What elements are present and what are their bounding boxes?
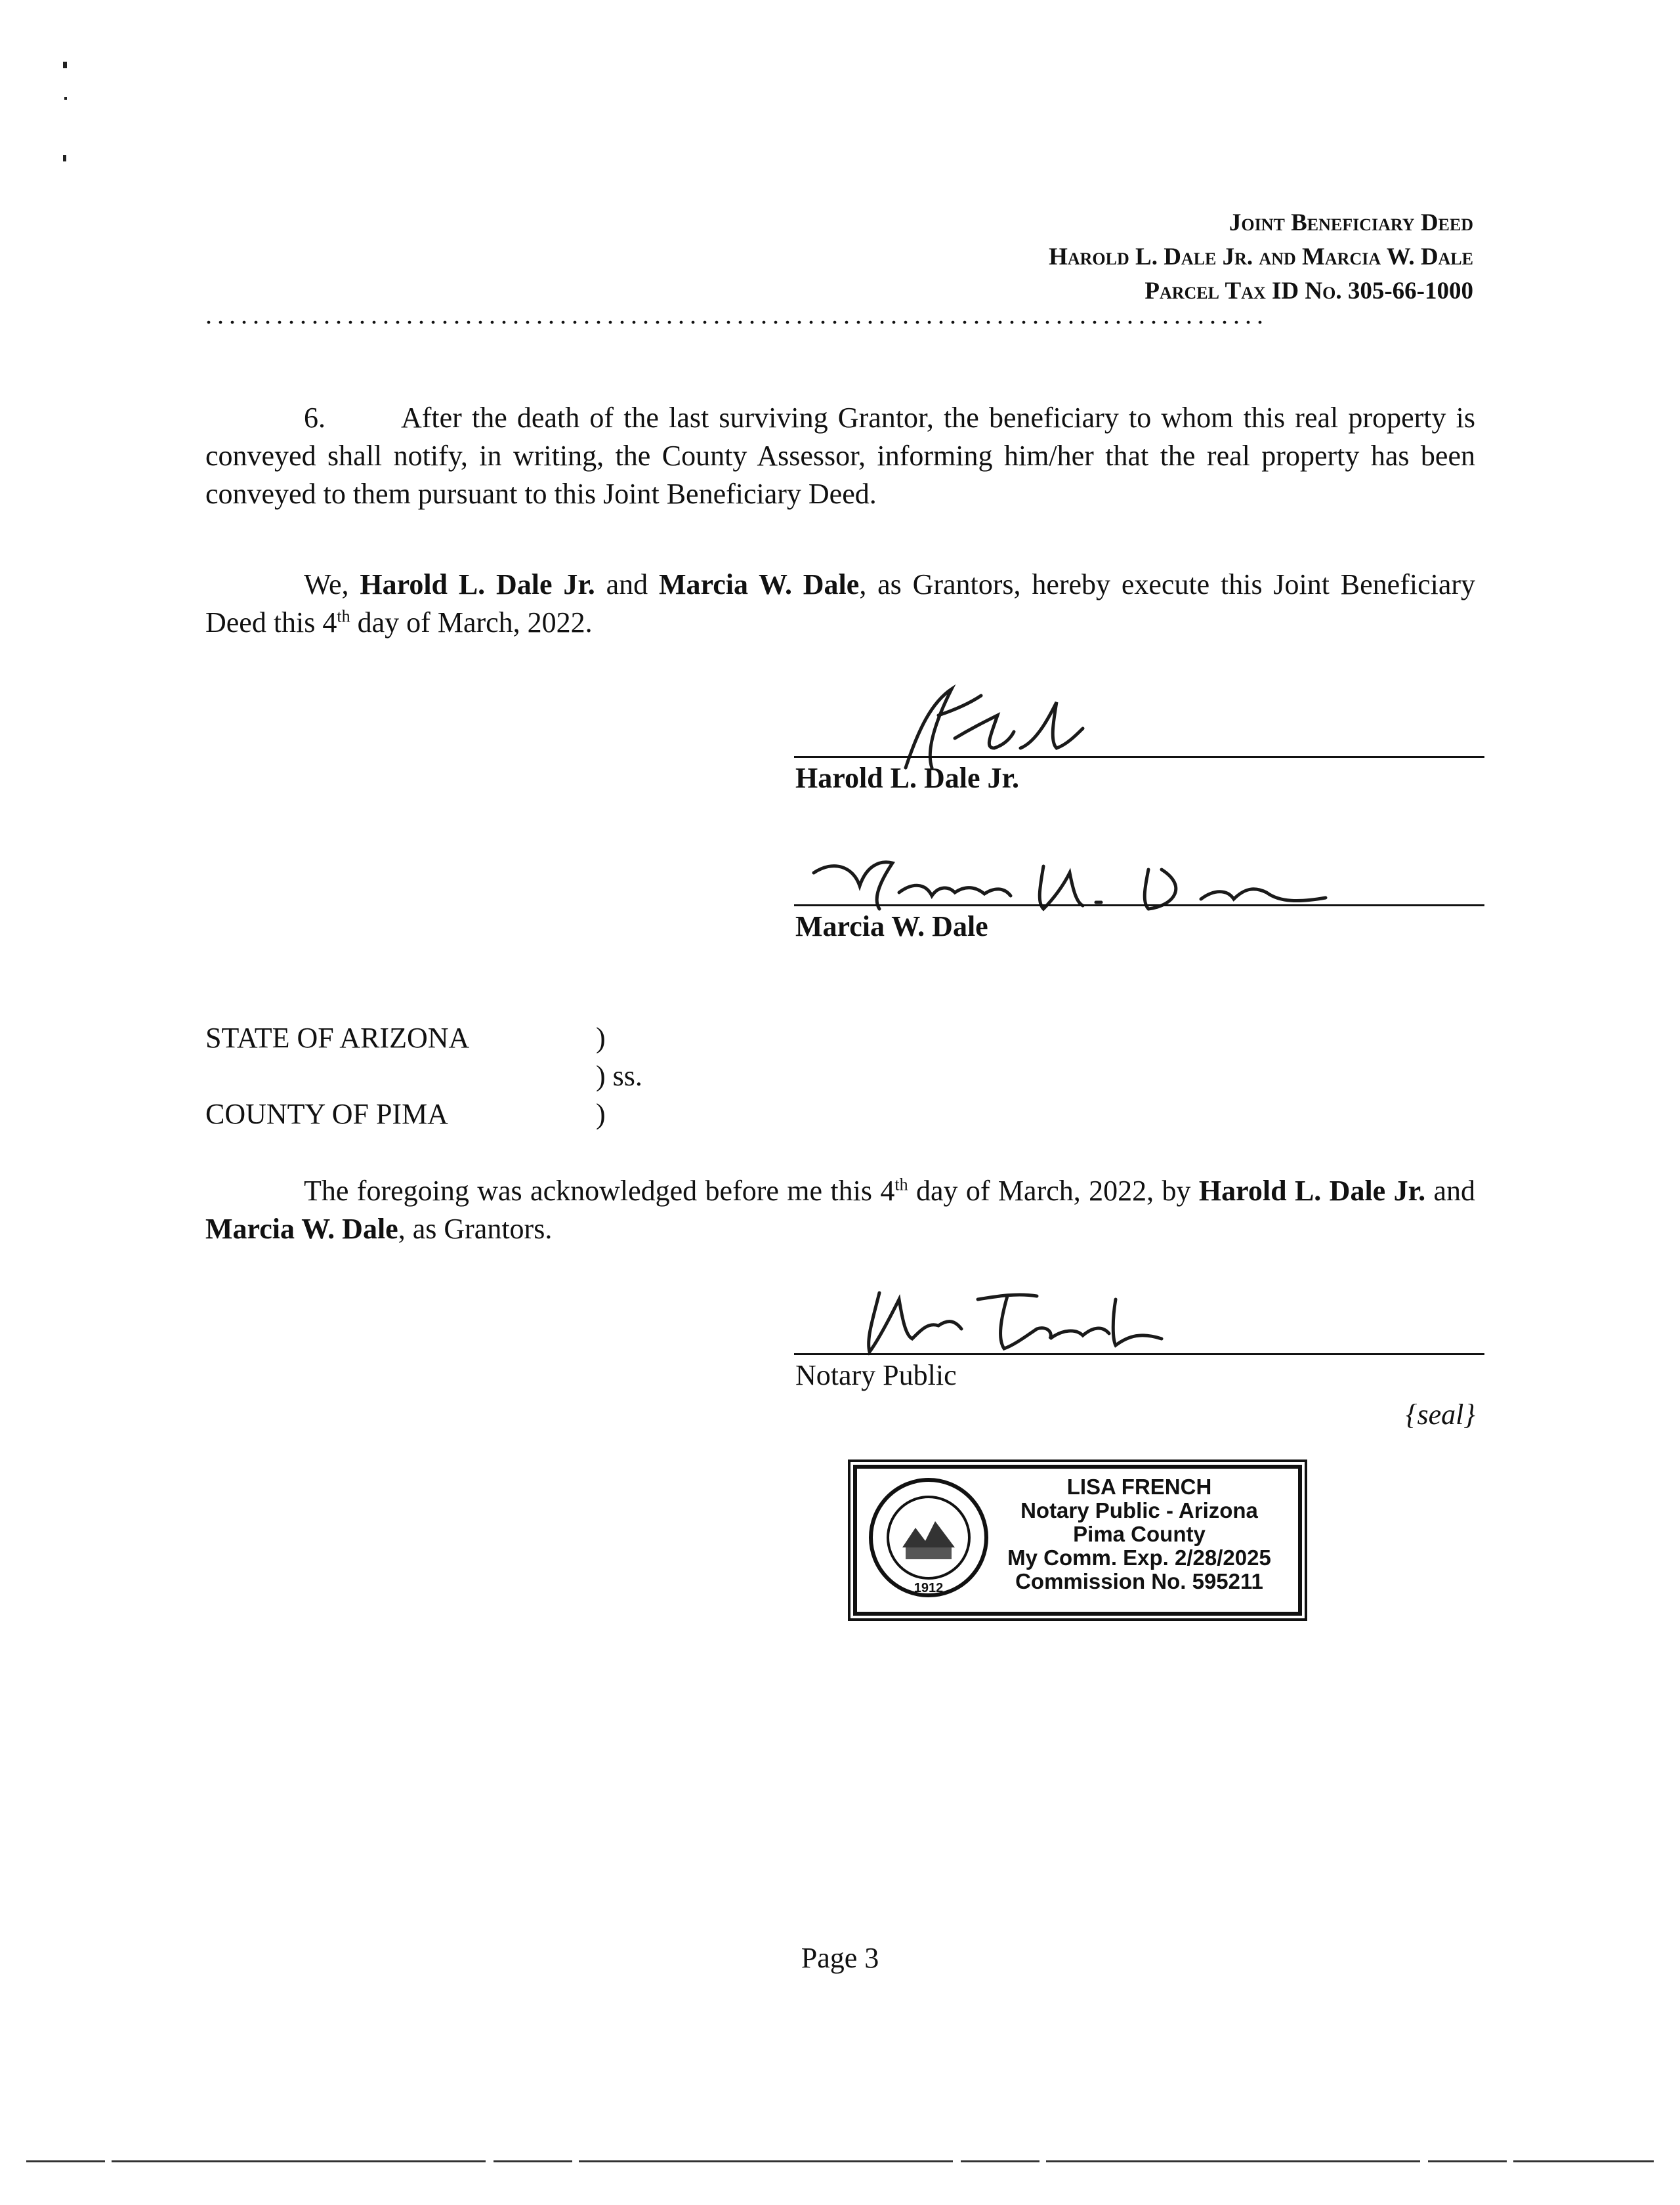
ack-sup: th xyxy=(894,1175,908,1194)
ack-mid: day of March, 2022, by xyxy=(908,1175,1199,1207)
header-title: Joint Beneficiary Deed xyxy=(1228,209,1473,236)
signature-line-2 xyxy=(794,904,1484,906)
seal-year: 1912 xyxy=(914,1581,944,1595)
stamp-commission: Commission No. 595211 xyxy=(1015,1569,1263,1593)
signature-line-notary xyxy=(794,1353,1484,1355)
stamp-county: Pima County xyxy=(1073,1522,1206,1546)
grantor-name-2: Marcia W. Dale xyxy=(658,568,860,600)
header-parcel-id: Parcel Tax ID No. 305-66-1000 xyxy=(1144,278,1473,304)
execution-pre: We, xyxy=(304,568,349,600)
execution-paragraph xyxy=(205,566,1475,642)
execution-and: and xyxy=(606,568,648,600)
venue-state: STATE OF ARIZONA xyxy=(205,1022,470,1054)
seal-note: {seal} xyxy=(1405,1398,1475,1431)
notary-stamp xyxy=(853,1465,1302,1616)
ack-post: , as Grantors. xyxy=(398,1213,553,1245)
paragraph-6 xyxy=(205,399,1475,513)
signer-name-1: Harold L. Dale Jr. xyxy=(795,762,1020,794)
stamp-expiry: My Comm. Exp. 2/28/2025 xyxy=(1007,1545,1271,1570)
signer-name-2: Marcia W. Dale xyxy=(795,910,988,942)
acknowledgment-paragraph xyxy=(205,1172,1475,1248)
scan-mark xyxy=(64,97,67,100)
document-header xyxy=(1049,206,1473,308)
stamp-title: Notary Public - Arizona xyxy=(1020,1498,1258,1522)
stamp-name: LISA FRENCH xyxy=(1066,1475,1212,1499)
header-parties: Harold L. Dale Jr. and Marcia W. Dale xyxy=(1049,243,1473,270)
venue-paren-bottom: ) xyxy=(596,1098,606,1130)
ack-and: and xyxy=(1425,1175,1476,1207)
execution-mid: , as Grantors, hereby execute this Joint Beneficiary Deed this 4 xyxy=(205,568,1476,639)
ack-name-1: Harold L. Dale Jr. xyxy=(1198,1175,1426,1207)
page-number: Page 3 xyxy=(801,1942,879,1974)
stamp-text xyxy=(995,1475,1284,1593)
dotted-separator: .......................................................................................... xyxy=(205,303,1269,327)
scan-mark xyxy=(63,155,66,161)
paragraph-number: 6. xyxy=(304,402,326,434)
bottom-scan-line xyxy=(26,2160,1654,2162)
paragraph-text: After the death of the last surviving Grantor, the beneficiary to whom this real property is conveyed shall notify, in writing, the County Assessor, informing him/her that the real property has been conveyed to them pursuant to this Joint Beneficiary Deed. xyxy=(205,402,1475,510)
notary-public-label: Notary Public xyxy=(795,1359,957,1391)
venue-paren-top: ) xyxy=(596,1022,606,1054)
execution-post: day of March, 2022. xyxy=(350,606,593,639)
signature-notary xyxy=(840,1273,1181,1365)
venue-ss: ) ss. xyxy=(596,1060,642,1092)
grantor-name-1: Harold L. Dale Jr. xyxy=(360,568,595,600)
scan-mark xyxy=(63,62,67,68)
execution-sup: th xyxy=(337,606,350,626)
signature-line-1 xyxy=(794,756,1484,758)
ack-name-2: Marcia W. Dale xyxy=(205,1213,398,1245)
signature-marcia xyxy=(807,847,1345,919)
arizona-state-seal xyxy=(866,1475,991,1600)
venue-county: COUNTY OF PIMA xyxy=(205,1098,448,1130)
ack-pre: The foregoing was acknowledged before me this 4 xyxy=(304,1175,895,1207)
